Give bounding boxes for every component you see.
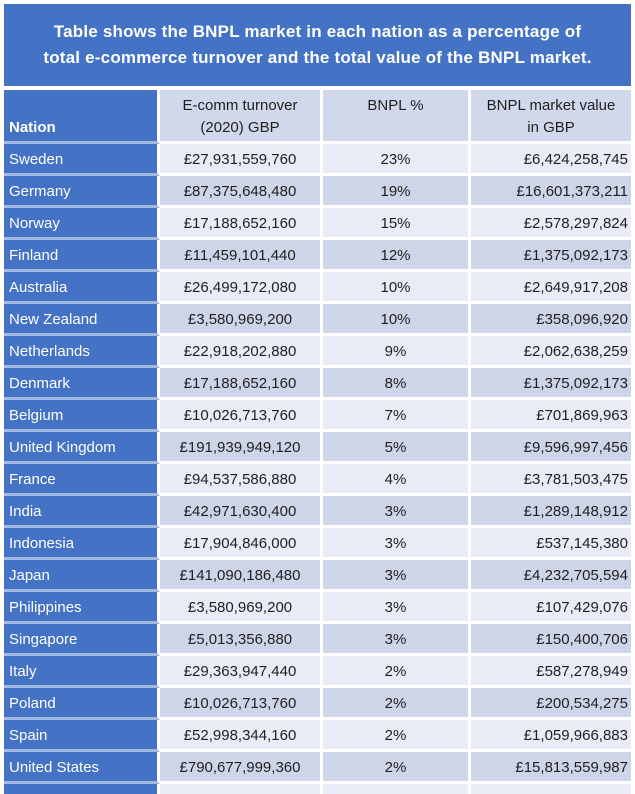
market-value-cell: £587,278,949 bbox=[471, 656, 631, 688]
table-row bbox=[4, 464, 631, 496]
nation-cell: Netherlands bbox=[4, 336, 160, 368]
table-row bbox=[4, 752, 631, 784]
table-body bbox=[4, 144, 631, 794]
ecomm-turnover-cell: £10,026,713,760 bbox=[160, 688, 323, 720]
ecomm-turnover-cell: £141,090,186,480 bbox=[160, 560, 323, 592]
nation-cell: Belgium bbox=[4, 400, 160, 432]
table-row bbox=[4, 432, 631, 464]
bnpl-pct-cell: 2% bbox=[323, 720, 471, 752]
nation-cell: India bbox=[4, 496, 160, 528]
table-row bbox=[4, 176, 631, 208]
nation-cell: Norway bbox=[4, 208, 160, 240]
table-row bbox=[4, 592, 631, 624]
table-header-row bbox=[4, 90, 631, 144]
bnpl-pct-cell: 3% bbox=[323, 560, 471, 592]
bnpl-pct-cell: 10% bbox=[323, 272, 471, 304]
column-header-value-line2: in GBP bbox=[527, 119, 575, 136]
nation-cell: Australia bbox=[4, 272, 160, 304]
bnpl-pct-cell: 4% bbox=[323, 464, 471, 496]
table-caption-banner bbox=[4, 4, 631, 86]
bnpl-pct-cell: 3% bbox=[323, 528, 471, 560]
nation-cell: Indonesia bbox=[4, 528, 160, 560]
ecomm-turnover-cell: £87,375,648,480 bbox=[160, 176, 323, 208]
market-value-cell: £1,375,092,173 bbox=[471, 368, 631, 400]
market-value-cell: £2,062,638,259 bbox=[471, 336, 631, 368]
column-header-value-line1: BNPL market value bbox=[486, 97, 616, 114]
table-row bbox=[4, 208, 631, 240]
nation-cell: France bbox=[4, 464, 160, 496]
column-header-ecomm-line1: E-comm turnover bbox=[182, 97, 298, 114]
market-value-cell: £9,596,997,456 bbox=[471, 432, 631, 464]
nation-cell: United Kingdom bbox=[4, 432, 160, 464]
nation-cell: Japan bbox=[4, 560, 160, 592]
market-value-cell: £3,781,503,475 bbox=[471, 464, 631, 496]
table-row bbox=[4, 144, 631, 176]
ecomm-turnover-cell: £29,363,947,440 bbox=[160, 656, 323, 688]
bnpl-pct-cell: 3% bbox=[323, 496, 471, 528]
bnpl-pct-cell: 15% bbox=[323, 208, 471, 240]
ecomm-turnover-cell: £790,677,999,360 bbox=[160, 752, 323, 784]
table-row bbox=[4, 272, 631, 304]
clipped-cell bbox=[160, 784, 323, 794]
ecomm-turnover-cell: £94,537,586,880 bbox=[160, 464, 323, 496]
nation-cell: Germany bbox=[4, 176, 160, 208]
market-value-cell: £1,059,966,883 bbox=[471, 720, 631, 752]
bnpl-pct-cell: 23% bbox=[323, 144, 471, 176]
nation-cell: Philippines bbox=[4, 592, 160, 624]
column-header-market-value bbox=[471, 90, 631, 144]
column-header-bnpl-pct bbox=[323, 90, 471, 144]
table-row bbox=[4, 336, 631, 368]
bnpl-pct-cell: 9% bbox=[323, 336, 471, 368]
table-row bbox=[4, 688, 631, 720]
column-header-nation: Nation bbox=[4, 90, 160, 144]
ecomm-turnover-cell: £11,459,101,440 bbox=[160, 240, 323, 272]
table-row bbox=[4, 560, 631, 592]
ecomm-turnover-cell: £52,998,344,160 bbox=[160, 720, 323, 752]
column-header-bnpl-pct-label: BNPL % bbox=[367, 97, 424, 114]
market-value-cell: £16,601,373,211 bbox=[471, 176, 631, 208]
nation-cell: Spain bbox=[4, 720, 160, 752]
column-header-ecomm-turnover bbox=[160, 90, 323, 144]
nation-cell: Italy bbox=[4, 656, 160, 688]
ecomm-turnover-cell: £26,499,172,080 bbox=[160, 272, 323, 304]
market-value-cell: £701,869,963 bbox=[471, 400, 631, 432]
ecomm-turnover-cell: £3,580,969,200 bbox=[160, 304, 323, 336]
clipped-cell bbox=[4, 784, 160, 794]
bnpl-pct-cell: 3% bbox=[323, 592, 471, 624]
market-value-cell: £2,578,297,824 bbox=[471, 208, 631, 240]
market-value-cell: £6,424,258,745 bbox=[471, 144, 631, 176]
market-value-cell: £2,649,917,208 bbox=[471, 272, 631, 304]
clipped-partial-row bbox=[4, 784, 631, 794]
bnpl-pct-cell: 3% bbox=[323, 624, 471, 656]
table-row bbox=[4, 528, 631, 560]
clipped-cell bbox=[323, 784, 471, 794]
ecomm-turnover-cell: £10,026,713,760 bbox=[160, 400, 323, 432]
ecomm-turnover-cell: £191,939,949,120 bbox=[160, 432, 323, 464]
bnpl-pct-cell: 12% bbox=[323, 240, 471, 272]
table-row bbox=[4, 368, 631, 400]
caption-line-2: total e-commerce turnover and the total value of the BNPL market. bbox=[43, 48, 592, 67]
ecomm-turnover-cell: £22,918,202,880 bbox=[160, 336, 323, 368]
market-value-cell: £15,813,559,987 bbox=[471, 752, 631, 784]
market-value-cell: £358,096,920 bbox=[471, 304, 631, 336]
bnpl-market-table bbox=[4, 90, 631, 794]
ecomm-turnover-cell: £17,904,846,000 bbox=[160, 528, 323, 560]
ecomm-turnover-cell: £27,931,559,760 bbox=[160, 144, 323, 176]
table-row bbox=[4, 624, 631, 656]
market-value-cell: £1,289,148,912 bbox=[471, 496, 631, 528]
bnpl-pct-cell: 2% bbox=[323, 688, 471, 720]
ecomm-turnover-cell: £5,013,356,880 bbox=[160, 624, 323, 656]
bnpl-pct-cell: 2% bbox=[323, 656, 471, 688]
bnpl-pct-cell: 5% bbox=[323, 432, 471, 464]
bnpl-pct-cell: 10% bbox=[323, 304, 471, 336]
column-header-ecomm-line2: (2020) GBP bbox=[200, 119, 280, 136]
table-row bbox=[4, 304, 631, 336]
nation-cell: United States bbox=[4, 752, 160, 784]
nation-cell: Singapore bbox=[4, 624, 160, 656]
market-value-cell: £150,400,706 bbox=[471, 624, 631, 656]
clipped-cell bbox=[471, 784, 631, 794]
nation-cell: Poland bbox=[4, 688, 160, 720]
ecomm-turnover-cell: £17,188,652,160 bbox=[160, 208, 323, 240]
ecomm-turnover-cell: £17,188,652,160 bbox=[160, 368, 323, 400]
market-value-cell: £4,232,705,594 bbox=[471, 560, 631, 592]
ecomm-turnover-cell: £42,971,630,400 bbox=[160, 496, 323, 528]
nation-cell: New Zealand bbox=[4, 304, 160, 336]
market-value-cell: £200,534,275 bbox=[471, 688, 631, 720]
bnpl-pct-cell: 19% bbox=[323, 176, 471, 208]
table-row bbox=[4, 400, 631, 432]
table-row bbox=[4, 496, 631, 528]
bnpl-pct-cell: 7% bbox=[323, 400, 471, 432]
table-row bbox=[4, 720, 631, 752]
nation-cell: Finland bbox=[4, 240, 160, 272]
market-value-cell: £537,145,380 bbox=[471, 528, 631, 560]
nation-cell: Sweden bbox=[4, 144, 160, 176]
bnpl-pct-cell: 2% bbox=[323, 752, 471, 784]
ecomm-turnover-cell: £3,580,969,200 bbox=[160, 592, 323, 624]
market-value-cell: £1,375,092,173 bbox=[471, 240, 631, 272]
table-row bbox=[4, 656, 631, 688]
market-value-cell: £107,429,076 bbox=[471, 592, 631, 624]
caption-line-1: Table shows the BNPL market in each nation as a percentage of bbox=[53, 22, 582, 41]
bnpl-pct-cell: 8% bbox=[323, 368, 471, 400]
nation-cell: Denmark bbox=[4, 368, 160, 400]
table-row bbox=[4, 240, 631, 272]
